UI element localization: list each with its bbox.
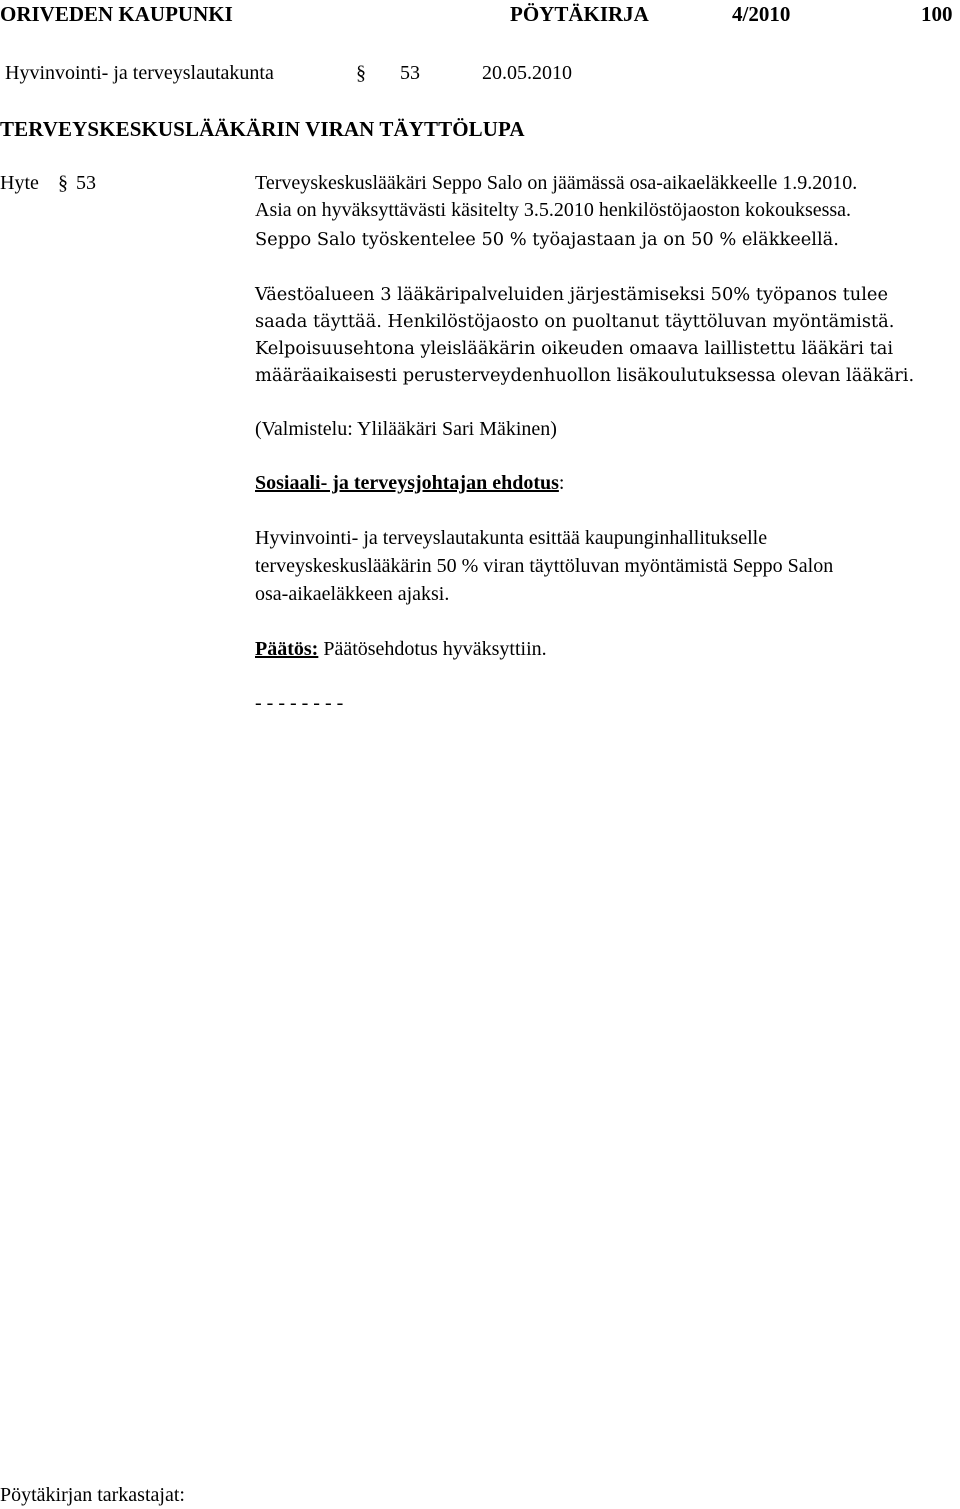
meeting-date: 20.05.2010: [482, 62, 572, 84]
footer-inspectors: Pöytäkirjan tarkastajat:: [0, 1484, 185, 1506]
paragraph-line: Seppo Salo työskentelee 50 % työajastaan ja on 50 % eläkkeellä.: [255, 229, 839, 250]
intro-line: Terveyskeskuslääkäri Seppo Salo on jäämässä osa-aikaeläkkeelle 1.9.2010.: [255, 172, 858, 194]
intro-line: Asia on hyväksyttävästi käsitelty 3.5.2010 henkilöstöjaoston kokouksessa.: [255, 199, 852, 221]
section-number: 53: [400, 62, 420, 84]
proposal-heading: Sosiaali- ja terveysjohtajan ehdotus: [255, 472, 559, 494]
section-symbol: §: [356, 62, 366, 84]
proposal-line: Hyvinvointi- ja terveyslautakunta esittää kaupunginhallitukselle: [255, 527, 768, 549]
item-title: TERVEYSKESKUSLÄÄKÄRIN VIRAN TÄYTTÖLUPA: [0, 117, 525, 141]
paragraph-line: saada täyttää. Henkilöstöjaosto on puoltanut täyttöluvan myöntämistä.: [255, 311, 895, 332]
item-ref-symbol: §: [58, 172, 68, 194]
preparation-note: (Valmistelu: Ylilääkäri Sari Mäkinen): [255, 418, 557, 440]
decision-label: Päätös:: [255, 638, 319, 660]
header-city: ORIVEDEN KAUPUNKI: [0, 2, 233, 26]
header-page-number: 100: [921, 2, 953, 26]
item-ref-number: 53: [76, 172, 96, 194]
header-doc-type: PÖYTÄKIRJA: [510, 2, 649, 26]
committee-name: Hyvinvointi- ja terveyslautakunta: [5, 62, 274, 84]
decision: [255, 638, 547, 661]
item-ref-label: Hyte: [0, 172, 39, 194]
paragraph-line: Väestöalueen 3 lääkäripalveluiden järjestämiseksi 50% työpanos tulee: [255, 284, 888, 305]
proposal-heading-wrap: [255, 472, 564, 495]
paragraph-line: Kelpoisuusehtona yleislääkärin oikeuden omaava laillistettu lääkäri tai: [255, 338, 894, 359]
separator: - - - - - - - -: [255, 692, 344, 714]
proposal-line: terveyskeskuslääkärin 50 % viran täyttöluvan myöntämistä Seppo Salon: [255, 555, 834, 577]
header-issue: 4/2010: [732, 2, 791, 26]
proposal-line: osa-aikaeläkkeen ajaksi.: [255, 583, 450, 605]
decision-text: Päätösehdotus hyväksyttiin.: [318, 638, 547, 660]
proposal-heading-colon: :: [558, 472, 565, 494]
paragraph-line: määräaikaisesti perusterveydenhuollon lisäkoulutuksessa olevan lääkäri.: [255, 365, 915, 386]
